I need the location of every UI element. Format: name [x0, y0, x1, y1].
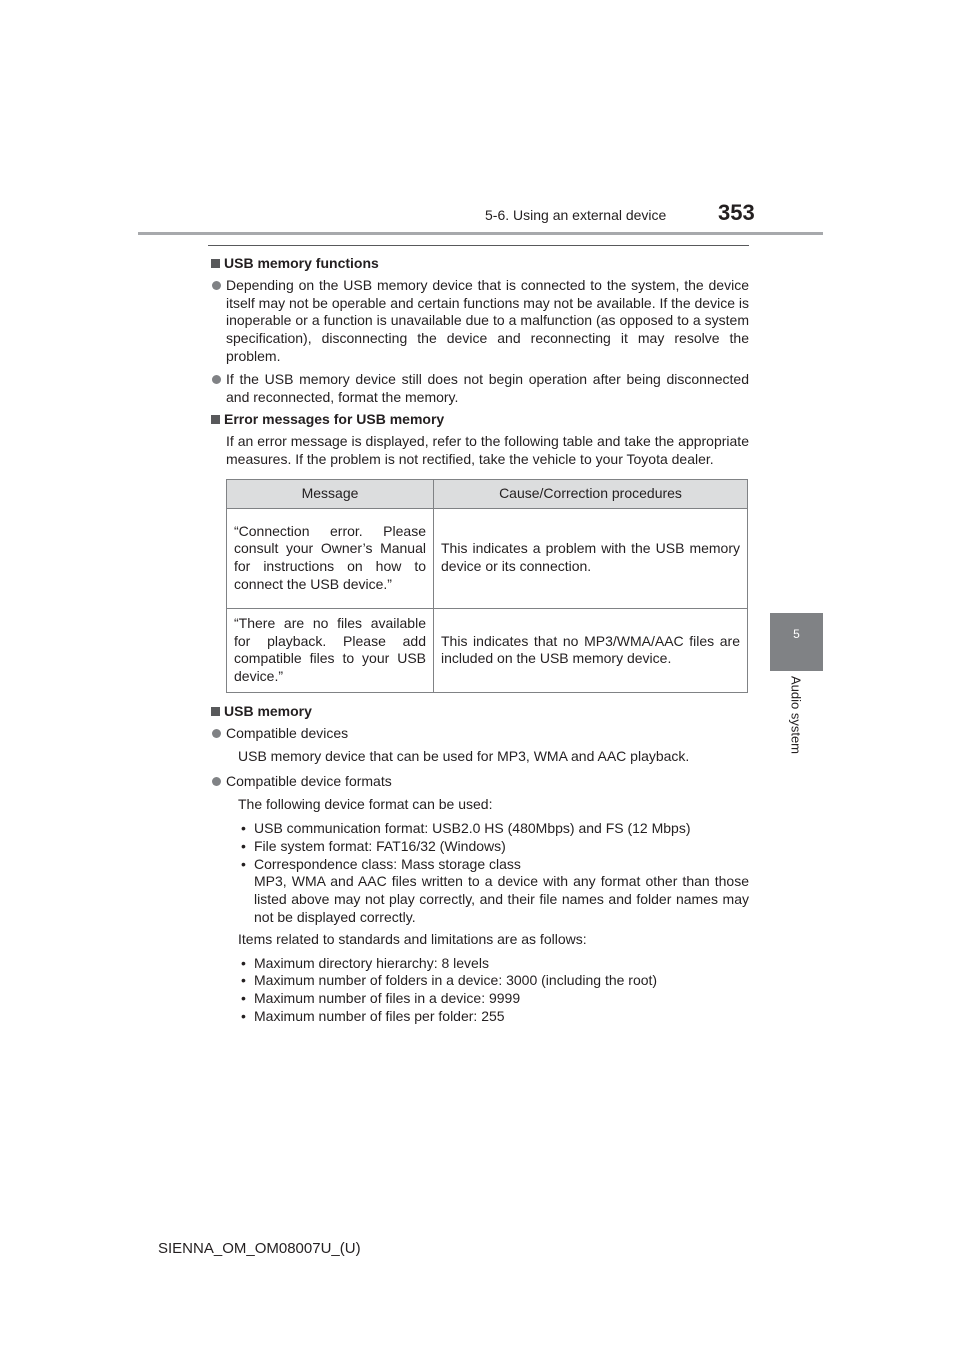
table-cell-message: “Connection error. Please consult your Owner’s Manual for instructions on how to connect the USB device.”: [227, 508, 434, 608]
circle-bullet-icon: [212, 375, 221, 384]
circle-bullet-icon: [212, 777, 221, 786]
header-section-title: 5-6. Using an external device: [485, 207, 667, 223]
list-item: • Maximum number of files per folder: 255: [241, 1007, 505, 1024]
page-number: 353: [718, 200, 755, 225]
square-bullet-icon: [211, 259, 220, 268]
formats-intro: The following device format can be used:: [238, 796, 493, 813]
table-cell-message: “There are no files available for playback. Please add compatible files to your USB device.”: [227, 608, 434, 692]
formats-list: [211, 820, 749, 927]
list-item: • Maximum number of files in a device: 9999: [241, 990, 521, 1007]
limits-intro: Items related to standards and limitations are as follows:: [238, 930, 587, 947]
list-item: Compatible devices: [211, 725, 749, 743]
error-messages-table: [226, 479, 748, 693]
circle-bullet-icon: [212, 729, 221, 738]
table-cell-cause: This indicates that no MP3/WMA/AAC files are included on the USB memory device.: [434, 608, 748, 692]
chapter-tab: [770, 613, 823, 671]
column-header-cause: Cause/Correction procedures: [434, 479, 748, 508]
formats-note: MP3, WMA and AAC files written to a device with any format other than those listed above may not play correctly, and their file names and folder names may not be displayed correctly.: [254, 873, 749, 925]
compatible-devices-text: USB memory device that can be used for MP3, WMA and AAC playback.: [238, 747, 690, 764]
content-rule: [208, 245, 749, 246]
list-item: Compatible device formats: [211, 773, 749, 791]
page-content: [211, 255, 749, 1030]
list-item: • Correspondence class: Mass storage class: [241, 855, 521, 872]
section-heading-errors: Error messages for USB memory: [211, 411, 749, 429]
section-heading-usb-memory: USB memory: [211, 703, 749, 721]
list-item: • Maximum number of folders in a device: 3000 (including the root): [241, 972, 658, 989]
limits-list: [211, 955, 749, 1026]
errors-intro: If an error message is displayed, refer to the following table and take the appropriate measures. If the problem is not rectified, take the vehicle to your Toyota dealer.: [226, 433, 749, 467]
list-item: • USB communication format: USB2.0 HS (480Mbps) and FS (12 Mbps): [241, 819, 691, 836]
list-item: Depending on the USB memory device that is connected to the system, the device itself may not be operable and certain functions may not be available. If the device is inoperable or a function is unavailable due to a malfunction (as opposed to a system specification), disconnecting the device and reconnecting it may resolve the problem.: [211, 277, 749, 366]
section-heading-usb-functions: USB memory functions: [211, 255, 749, 273]
footer-doc-code: SIENNA_OM_OM08007U_(U): [158, 1240, 361, 1257]
chapter-label: Audio system: [788, 675, 804, 755]
square-bullet-icon: [211, 415, 220, 424]
list-item: • Maximum directory hierarchy: 8 levels: [241, 954, 489, 971]
list-item: If the USB memory device still does not begin operation after being disconnected and reconnected, format the memory.: [211, 371, 749, 407]
list-item: • File system format: FAT16/32 (Windows): [241, 837, 506, 854]
table-header-row: [227, 479, 748, 508]
table-cell-cause: This indicates a problem with the USB memory device or its connection.: [434, 508, 748, 608]
chapter-number: 5: [793, 627, 800, 641]
table-row: [227, 508, 748, 608]
square-bullet-icon: [211, 707, 220, 716]
circle-bullet-icon: [212, 281, 221, 290]
table-row: [227, 608, 748, 692]
header-rule: [138, 232, 823, 235]
column-header-message: Message: [227, 479, 434, 508]
